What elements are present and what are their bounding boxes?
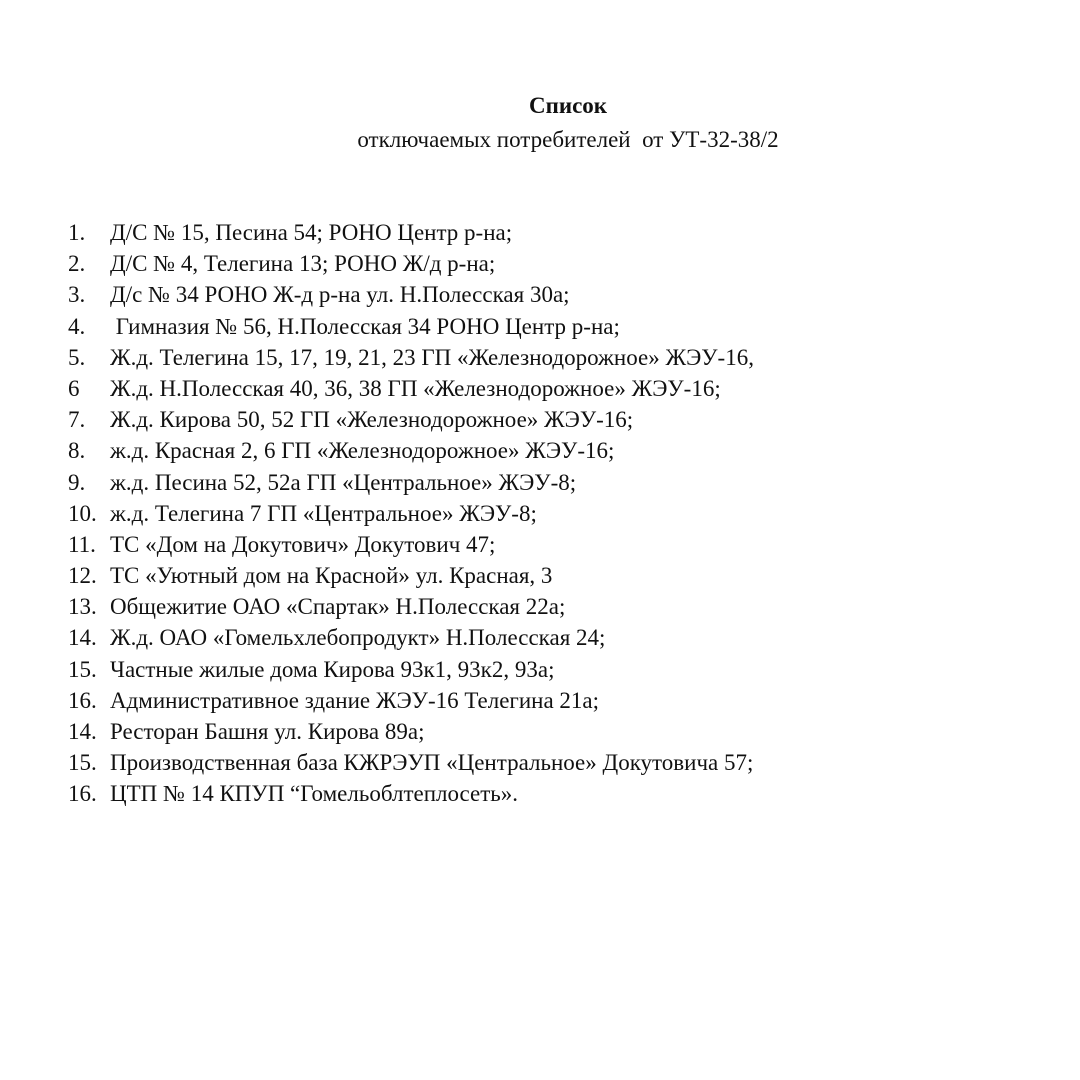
list-item xyxy=(68,404,754,435)
list-item xyxy=(68,248,754,279)
list-item-number: 5. xyxy=(68,344,86,370)
list-item-text: Общежитие ОАО «Спартак» Н.Полесская 22а; xyxy=(110,594,566,620)
list-item xyxy=(68,685,754,716)
list-item-text: Производственная база КЖРЭУП «Центральное» Докутовича 57; xyxy=(110,750,754,776)
list-item-text: Д/с № 34 РОНО Ж-д р-на ул. Н.Полесская 30а; xyxy=(110,282,570,308)
list-item-number: 4. xyxy=(68,313,86,339)
list-item xyxy=(68,311,754,342)
list-item-text: Частные жилые дома Кирова 93к1, 93к2, 93а; xyxy=(110,656,555,682)
list-item-number: 15. xyxy=(68,656,97,682)
list-item-text: Гимназия № 56, Н.Полесская 34 РОНО Центр р-на; xyxy=(110,313,620,339)
list-item-number: 2. xyxy=(68,251,86,277)
list-item-text: ж.д. Телегина 7 ГП «Центральное» ЖЭУ-8; xyxy=(110,500,537,526)
list-item-number: 10. xyxy=(68,500,97,526)
list-item xyxy=(68,217,754,248)
list-item-number: 15. xyxy=(68,750,97,776)
list-item-text: Ж.д. ОАО «Гомельхлебопродукт» Н.Полесская 24; xyxy=(110,625,606,651)
list-item-number: 16. xyxy=(68,687,97,713)
list-item-text: ТС «Дом на Докутович» Докутович 47; xyxy=(110,531,496,557)
consumer-list xyxy=(68,217,754,810)
list-item xyxy=(68,560,754,591)
list-item xyxy=(68,747,754,778)
list-item-number: 1. xyxy=(68,220,86,245)
list-item-number: 14. xyxy=(68,625,97,651)
list-item-number: 9. xyxy=(68,469,86,495)
list-item-text: ж.д. Красная 2, 6 ГП «Железнодорожное» ЖЭУ-16; xyxy=(110,438,615,464)
list-item-number: 13. xyxy=(68,594,97,620)
list-item-text: Ж.д. Кирова 50, 52 ГП «Железнодорожное» ЖЭУ-16; xyxy=(110,407,634,433)
list-item-number: 8. xyxy=(68,438,86,464)
list-item xyxy=(68,498,754,529)
list-item-text: ТС «Уютный дом на Красной» ул. Красная, 3 xyxy=(110,563,553,589)
list-item xyxy=(68,591,754,622)
list-item-text: Ж.д. Н.Полесская 40, 36, 38 ГП «Железнодорожное» ЖЭУ-16; xyxy=(110,375,721,401)
list-item xyxy=(68,467,754,498)
list-item xyxy=(68,778,754,809)
list-item-number: 11. xyxy=(68,531,96,557)
list-item-number: 12. xyxy=(68,563,97,589)
list-item-text: Ресторан Башня ул. Кирова 89а; xyxy=(110,719,425,744)
list-item-number: 16. xyxy=(68,781,97,807)
list-item xyxy=(68,529,754,560)
list-item-text: Д/С № 15, Песина 54; РОНО Центр р-на; xyxy=(110,220,513,245)
list-item xyxy=(68,342,754,373)
list-item-text: Административное здание ЖЭУ-16 Телегина 21а; xyxy=(110,687,600,713)
list-item-number: 14. xyxy=(68,719,97,744)
list-item-text: ж.д. Песина 52, 52а ГП «Центральное» ЖЭУ-8; xyxy=(110,469,577,495)
list-item xyxy=(68,622,754,653)
list-item xyxy=(68,654,754,685)
document-subtitle: отключаемых потребителей от УТ-32-38/2 xyxy=(357,127,779,152)
list-item-number: 3. xyxy=(68,282,86,308)
list-item xyxy=(68,435,754,466)
list-item-number: 7. xyxy=(68,407,86,433)
list-item xyxy=(68,373,754,404)
document-title: Список xyxy=(528,93,608,118)
list-item-text: Ж.д. Телегина 15, 17, 19, 21, 23 ГП «Железнодорожное» ЖЭУ-16, xyxy=(110,344,754,370)
list-item xyxy=(68,716,754,747)
list-item-text: ЦТП № 14 КПУП “Гомельоблтеплосеть». xyxy=(110,781,519,807)
list-item-text: Д/С № 4, Телегина 13; РОНО Ж/д р-на; xyxy=(110,251,496,277)
list-item xyxy=(68,279,754,310)
list-item-number: 6 xyxy=(68,375,80,401)
